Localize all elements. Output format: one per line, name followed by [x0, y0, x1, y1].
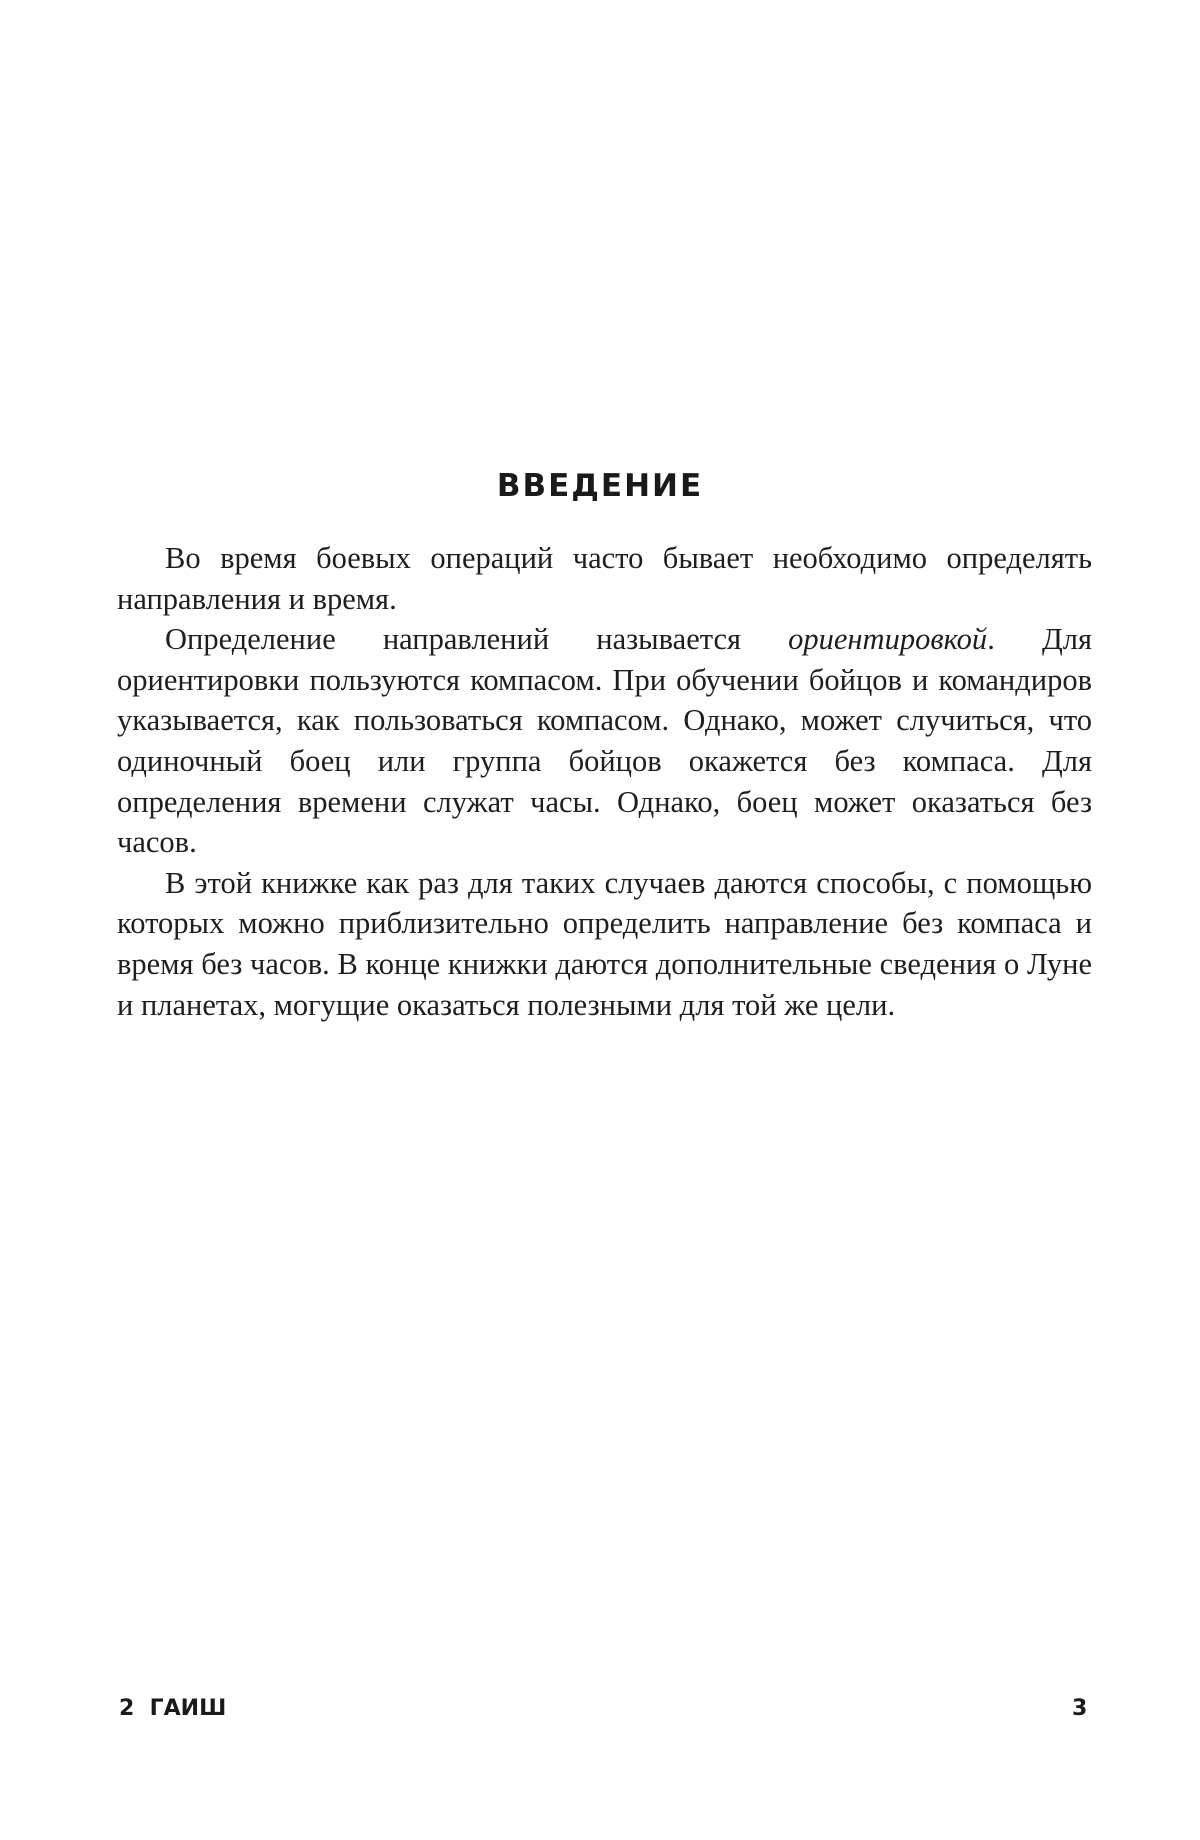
page-title: ВВЕДЕНИЕ [496, 468, 704, 504]
page-footer [0, 1696, 1200, 1736]
paragraph-3: В этой книжке как раз для таких случаев даются способы, с помощью которых можно приблизительно определить направление без компаса и время без часов. В конце книжки даются дополнительные сведения о Луне и планетах, могущие оказаться полезными для той же цели. [117, 865, 1092, 1022]
body-text [117, 538, 1092, 1025]
emphasized-term: ориентировкой [788, 622, 988, 657]
paragraph-1: Во время боевых операций часто бывает необходимо определять направления и время. [117, 541, 1092, 616]
paragraph-2-end: . Для ориентировки пользуются компасом. При обучении бойцов и командиров указывается, как пользоваться компасом. Однако, может случиться, что одиночный боец или группа бойцов окажется без компаса. Для определения времени служат часы. Однако, боец может оказаться без часов. [117, 622, 1092, 860]
paragraph-2-start: Определение направлений называется [165, 622, 789, 657]
printer-signature: 2 ГАИШ [119, 1696, 227, 1721]
paragraph-2 [117, 619, 1092, 863]
page-number: 3 [1072, 1696, 1088, 1721]
